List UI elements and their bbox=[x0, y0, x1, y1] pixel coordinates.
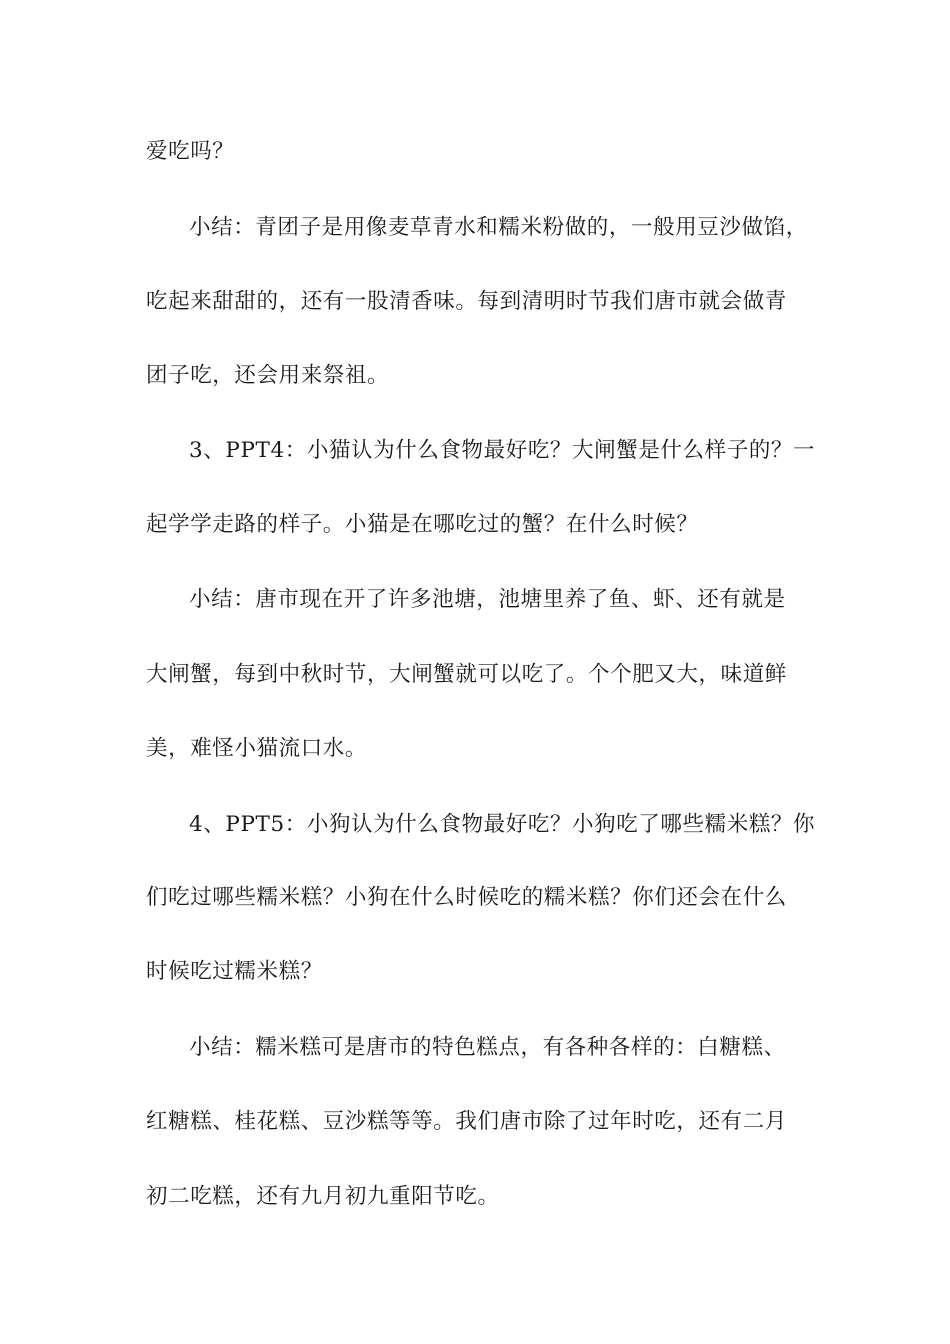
summary-paragraph-line: 小结：唐市现在开了许多池塘，池塘里养了鱼、虾、还有就是 bbox=[189, 587, 786, 612]
text-line: 团子吃，还会用来祭祖。 bbox=[146, 363, 390, 388]
text-line: 红糖糕、桂花糕、豆沙糕等等。我们唐市除了过年时吃，还有二月 bbox=[146, 1109, 787, 1134]
text-line: 起学学走路的样子。小猫是在哪吃过的蟹？在什么时候？ bbox=[146, 512, 699, 537]
summary-paragraph-line: 小结：糯米糕可是唐市的特色糕点，有各种各样的：白糖糕、 bbox=[189, 1035, 786, 1060]
text-line: 大闸蟹，每到中秋时节，大闸蟹就可以吃了。个个肥又大，味道鲜 bbox=[146, 662, 787, 687]
step-paragraph-line: 4、PPT5：小狗认为什么食物最好吃？小狗吃了哪些糯米糕？你 bbox=[189, 812, 816, 837]
text-line: 们吃过哪些糯米糕？小狗在什么时候吃的糯米糕？你们还会在什么 bbox=[146, 885, 787, 910]
text-line: 美，难怪小猫流口水。 bbox=[146, 736, 368, 761]
step-paragraph-line: 3、PPT4：小猫认为什么食物最好吃？大闸蟹是什么样子的？一 bbox=[189, 438, 816, 463]
summary-paragraph-line: 小结：青团子是用像麦草青水和糯米粉做的，一般用豆沙做馅， bbox=[189, 215, 808, 240]
text-line: 爱吃吗？ bbox=[146, 139, 235, 164]
text-line: 吃起来甜甜的，还有一股清香味。每到清明时节我们唐市就会做青 bbox=[146, 289, 787, 314]
text-line: 初二吃糕，还有九月初九重阳节吃。 bbox=[146, 1184, 500, 1209]
text-line: 时候吃过糯米糕？ bbox=[146, 959, 323, 984]
